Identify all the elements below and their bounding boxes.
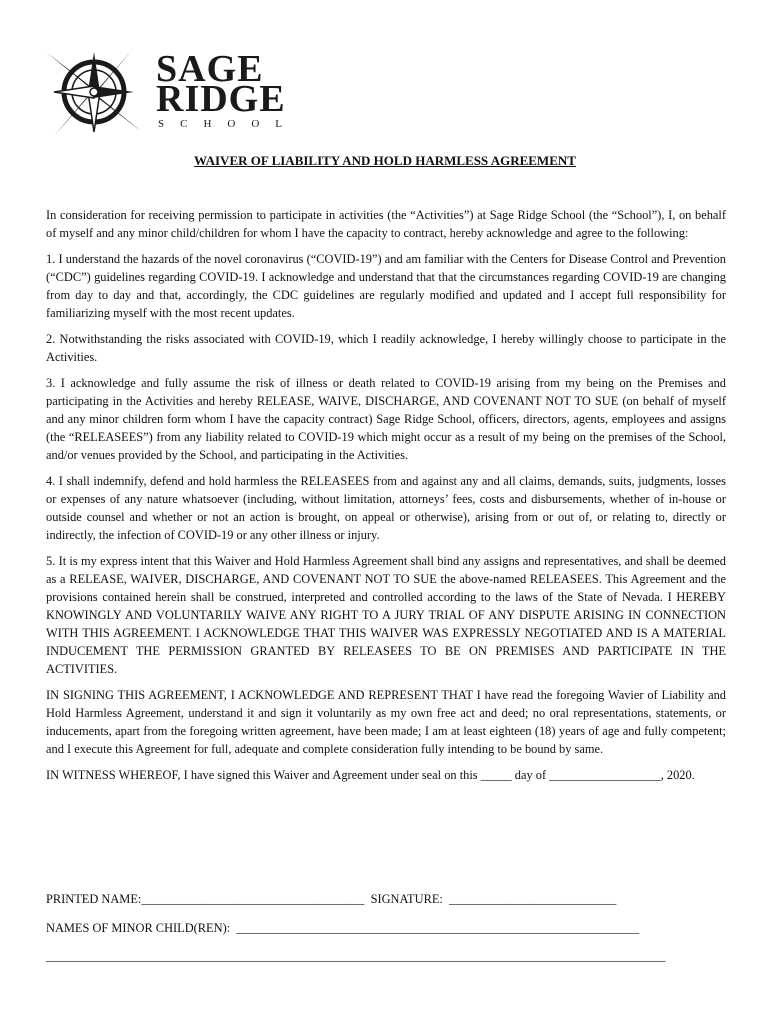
clause-2: 2. Notwithstanding the risks associated with COVID-19, which I readily acknowledge, I hereby willingly choose to participate in the Activities. [46,332,726,364]
school-wordmark [156,48,299,130]
clause-3: 3. I acknowledge and fully assume the risk of illness or death related to COVID-19 arising from my being on the Premises and participating in the Activities and hereby RELEASE, WAIVE, DISCHARGE, AND COVENANT NOT TO SUE (on behalf of myself and any minor children form whom I have the capacity contract) Sage Ridge School, officers, directors, agents, employees and assigns (the “RELEASEES”) from any liability related to COVID-19 which might occur as a result of my being on the premises of the School, and/or venues provided by the School, and participating in the Activities. [46,376,726,462]
document-body [46,206,726,792]
logo-word-sage: SAGE [156,48,264,90]
logo-word-ridge: RIDGE [156,78,286,120]
minor-children-names-line[interactable]: NAMES OF MINOR CHILD(REN): _________________________________________________________________ [46,921,640,935]
clause-4: 4. I shall indemnify, defend and hold harmless the RELEASEES from and against any and all claims, demands, suits, judgments, losses or expenses of any nature whatsoever (including, without limitation, attorneys’ fees, costs and disbursements, whether of in-house or outside counsel and whether or not an action is brought, on appeal or otherwise), arising from or out of, or relating to, directly or indirectly, the infection of COVID-19 or any other illness or injury. [46,474,726,542]
signing-acknowledgement: IN SIGNING THIS AGREEMENT, I ACKNOWLEDGE AND REPRESENT THAT I have read the foregoing Wavier of Liability and Hold Harmless Agreement, understand it and sign it voluntarily as my own free act and deed; no oral representations, statements, or inducements, apart from the foregoing written agreement, have been made; I am at least eighteen (18) years of age and fully competent; and I execute this Agreement for full, adequate and complete consideration fully intending to be bound by same. [46,688,726,756]
printed-name-signature-line[interactable]: PRINTED NAME:____________________________________ SIGNATURE: ___________________________ [46,892,617,906]
minor-children-names-extra-line[interactable]: ____________________________________________________________________________________________________ [46,949,666,963]
intro-paragraph: In consideration for receiving permission to participate in activities (the “Activities”) at Sage Ridge School (the “School”), I, on behalf of myself and any minor child/children for whom I have the capacity to contract, hereby acknowledge and agree to the following: [46,208,726,240]
logo-word-school: SCHOOL [158,118,299,130]
clause-5: 5. It is my express intent that this Waiver and Hold Harmless Agreement shall bind any assigns and representatives, and shall be deemed as a RELEASE, WAIVER, DISCHARGE, AND COVENANT NOT TO SUE the above-named RELEASEES. This Agreement and the provisions contained herein shall be construed, interpreted and controlled according to the laws of the State of Nevada. I HEREBY KNOWINGLY AND VOLUNTARILY WAIVE ANY RIGHT TO A JURY TRIAL OF ANY DISPUTE ARISING IN CONNECTION WITH THIS AGREEMENT. I ACKNOWLEDGE THAT THIS WAIVER WAS EXPRESSLY NEGOTIATED AND IS A MATERIAL INDUCEMENT THE PERMISSION GRANTED BY RELEASEES TO BE ON PREMISES AND PARTICIPATE IN THE ACTIVITIES. [46,554,726,676]
document-title: WAIVER OF LIABILITY AND HOLD HARMLESS AGREEMENT [194,153,576,168]
clause-1: 1. I understand the hazards of the novel coronavirus (“COVID-19”) and am familiar with the Centers for Disease Control and Prevention (“CDC”) guidelines regarding COVID-19. I acknowledge and understand that that the circumstances regarding COVID-19 are changing from day to day and that, accordingly, the CDC guidelines are regularly modified and updated and I accept full responsibility for familiarizing myself with the most recent updates. [46,252,726,320]
witness-clause: IN WITNESS WHEREOF, I have signed this Waiver and Agreement under seal on this _____ day of __________________, 2020. [46,768,695,782]
